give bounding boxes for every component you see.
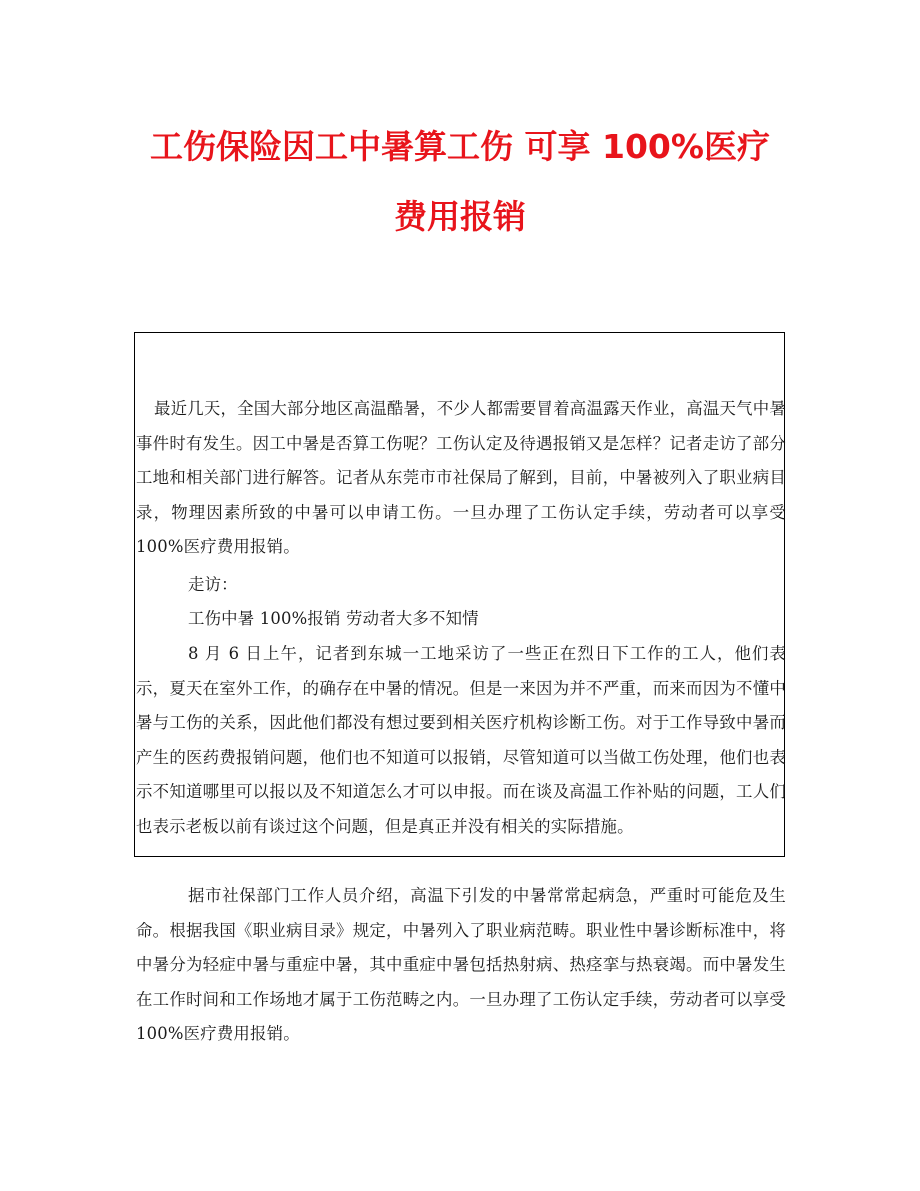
document-title-line-1: 工伤保险因工中暑算工伤 可享 100%医疗: [150, 127, 770, 166]
paragraph-interview: 8 月 6 日上午，记者到东城一工地采访了一些正在烈日下工作的工人，他们表示，夏天在室外工作，的确存在中暑的情况。但是一来因为并不严重，而来而因为不懂中暑与工伤的关系，因此他们都没有想过要到相关医疗机构诊断工伤。对于工作导致中暑而产生的医药费报销问题，他们也不知道可以报销，尽管知道可以当做工伤处理，他们也表示不知道哪里可以报以及不知道怎么才可以申报。而在谈及高温工作补贴的问题，工人们也表示老板以前有谈过这个问题，但是真正并没有相关的实际措施。: [136, 644, 786, 836]
paragraph-intro: 最近几天，全国大部分地区高温酷暑，不少人都需要冒着高温露天作业，高温天气中暑事件时有发生。因工中暑是否算工伤呢？工伤认定及待遇报销又是怎样？记者走访了部分工地和相关部门进行解答。记者从东莞市市社保局了解到，目前，中暑被列入了职业病目录，物理因素所致的中暑可以申请工伤。一旦办理了工伤认定手续，劳动者可以享受 100%医疗费用报销。: [136, 399, 786, 556]
paragraph-section-label: 走访：: [188, 575, 238, 594]
paragraph-social-security: 据市社保部门工作人员介绍，高温下引发的中暑常常起病急，严重时可能危及生命。根据我国《职业病目录》规定，中暑列入了职业病范畴。职业性中暑诊断标准中，将中暑分为轻症中暑与重症中暑，其中重症中暑包括热射病、热痉挛与热衰竭。而中暑发生在工作时间和工作场地才属于工伤范畴之内。一旦办理了工伤认定手续，劳动者可以享受 100%医疗费用报销。: [136, 886, 786, 1043]
paragraph-subheading: 工伤中暑 100%报销 劳动者大多不知情: [188, 609, 479, 628]
document-title-line-2: 费用报销: [394, 197, 526, 236]
